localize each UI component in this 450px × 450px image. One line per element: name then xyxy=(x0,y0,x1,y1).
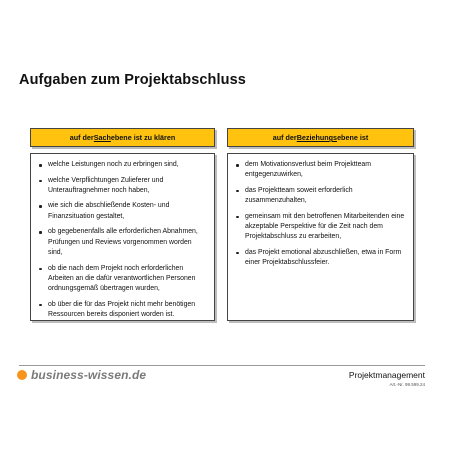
left-header-underlined: Sach xyxy=(93,133,111,142)
list-item: gemeinsam mit den betroffenen Mitarbeitenden eine akzeptable Perspektive für die Zeit nach dem Projektabschluss zu erarbeiten, xyxy=(235,212,407,243)
left-header-prefix: auf der xyxy=(69,133,94,142)
list-item: dem Motivationsverlust beim Projektteam entgegenzuwirken, xyxy=(235,160,407,181)
list-item: welche Leistungen noch zu erbringen sind, xyxy=(38,160,208,170)
left-column-box xyxy=(30,153,215,321)
left-item-list xyxy=(31,154,214,320)
list-item: ob die nach dem Projekt noch erforderlichen Arbeiten an die dafür verantwortlichen Personen ordnungsgemäß übertragen wurden, xyxy=(38,264,208,295)
logo-dot-icon xyxy=(17,370,27,380)
right-header-suffix: ebene ist xyxy=(337,133,369,142)
right-header-underlined: Beziehungs xyxy=(296,133,338,142)
logo-text: business-wissen.de xyxy=(31,368,147,382)
list-item: das Projektteam soweit erforderlich zusammenzuhalten, xyxy=(235,186,407,207)
right-item-list xyxy=(228,154,413,269)
left-header-suffix: ebene ist zu klären xyxy=(110,133,176,142)
list-item: das Projekt emotional abzuschließen, etwa in Form einer Projektabschlussfeier. xyxy=(235,248,407,269)
right-column-box xyxy=(227,153,414,321)
list-item: ob gegebenenfalls alle erforderlichen Abnahmen, Prüfungen und Reviews vorgenommen worden sind, xyxy=(38,227,208,258)
list-item: wie sich die abschließende Kosten- und Finanzsituation gestaltet, xyxy=(38,201,208,222)
brand-logo xyxy=(17,367,146,383)
right-header-prefix: auf der xyxy=(272,133,297,142)
left-column-header xyxy=(30,128,215,147)
list-item: welche Verpflichtungen Zulieferer und Unterauftragnehmer noch haben, xyxy=(38,176,208,197)
footer-section-title: Projektmanagement xyxy=(348,370,425,380)
footer-article-number: Art.-Nr. 99.599.24 xyxy=(389,382,425,387)
slide-title: Aufgaben zum Projektabschluss xyxy=(19,72,246,88)
right-column-header xyxy=(227,128,414,147)
footer-divider xyxy=(19,365,425,366)
list-item: ob über die für das Projekt nicht mehr benötigen Ressourcen bereits disponiert worden ist. xyxy=(38,300,208,321)
